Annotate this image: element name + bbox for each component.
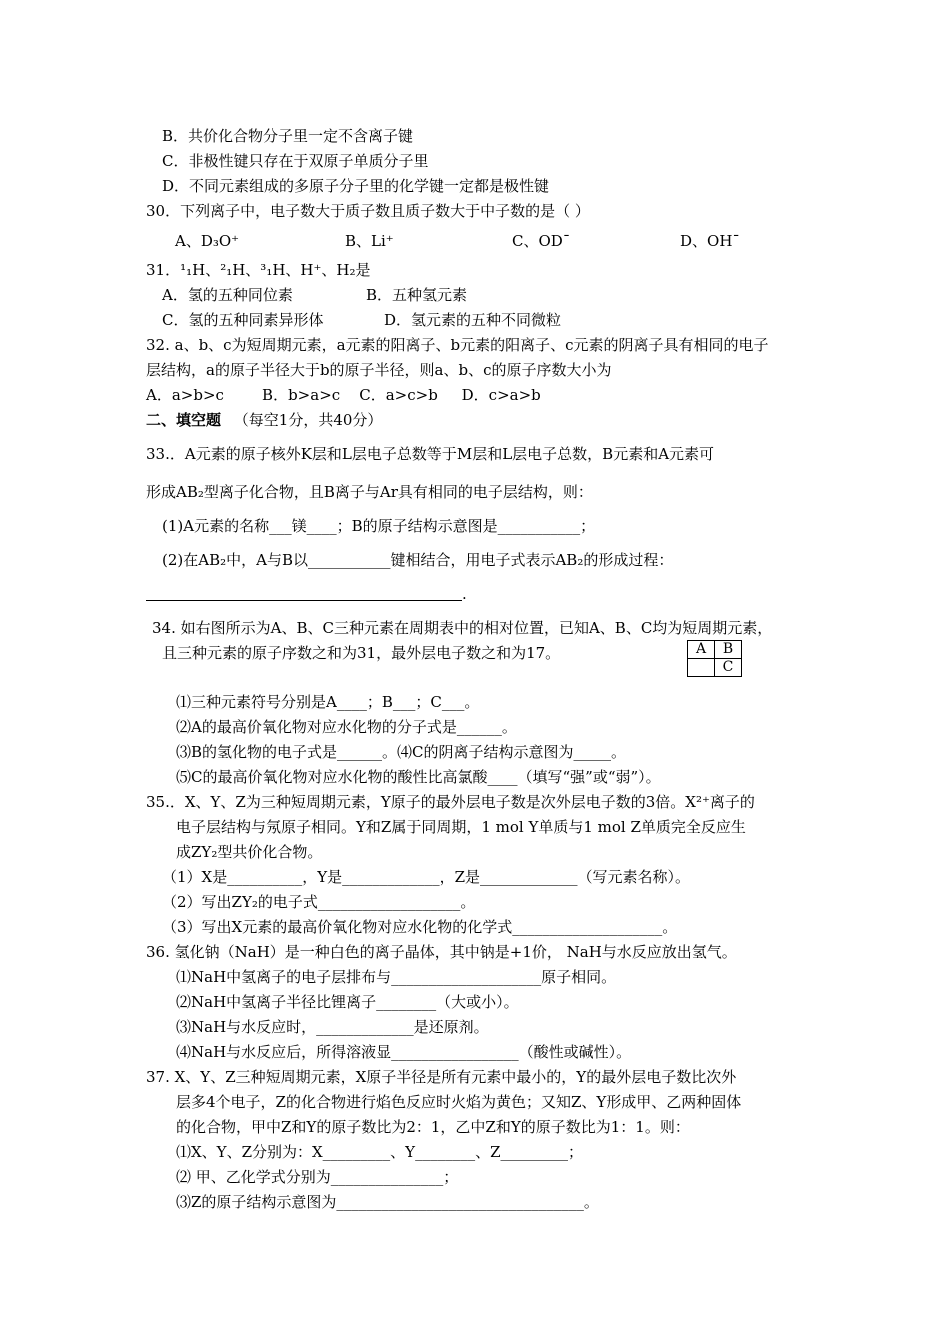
q33-sub-2: (2)在AB₂中，A与B以___________键相结合，用电子式表示AB₂的形成过程： [162, 551, 674, 569]
cell-empty [688, 659, 715, 677]
q35-line-3: 成ZY₂型共价化合物。 [176, 843, 323, 861]
q30-stem: 30．下列离子中，电子数大于质子数且质子数大于中子数的是（ ） [146, 202, 590, 220]
q33-line-1: 33.．A元素的原子核外K层和L层电子总数等于M层和L层电子总数，B元素和A元素可 [146, 445, 715, 463]
q34-sub-5: ⑸C的最高价氧化物对应水化物的酸性比高氯酸____（填写“强”或“弱”）。 [176, 768, 661, 786]
q33-end-mark: . [462, 585, 467, 603]
q31-option-a: A．氢的五种同位素 [162, 286, 293, 304]
q37-sub-2: ⑵ 甲、乙化学式分别为_______________； [176, 1168, 459, 1186]
q34-sub-1: ⑴三种元素符号分别是A____；B___；C___。 [176, 693, 480, 711]
q29-option-d: D．不同元素组成的多原子分子里的化学键一定都是极性键 [162, 177, 550, 195]
q34-sub-2: ⑵A的最高价氧化物对应水化物的分子式是______。 [176, 718, 517, 736]
q31-option-d: D．氢元素的五种不同微粒 [384, 311, 562, 329]
q29-option-b: B．共价化合物分子里一定不含离子键 [162, 127, 414, 145]
periodic-position-table [687, 640, 742, 677]
q32-line-2: 层结构，a的原子半径大于b的原子半径，则a、b、c的原子序数大小为 [146, 361, 612, 379]
q30-option-d: D、OH¯ [680, 232, 740, 250]
cell-a: A [688, 641, 715, 659]
q30-option-a: A、D₃O⁺ [175, 232, 240, 250]
q31-option-b: B．五种氢元素 [366, 286, 468, 304]
q34-line-1: 34. 如右图所示为A、B、C三种元素在周期表中的相对位置，已知A、B、C均为短周期元素， [152, 619, 773, 637]
q32-options: A．a>b>c B．b>a>c C．a>c>b D．c>a>b [146, 386, 541, 404]
q36-sub-4: ⑷NaH与水反应后，所得溶液显_________________（酸性或碱性）。 [176, 1043, 632, 1061]
q35-sub-3: （3）写出X元素的最高价氧化物对应水化物的化学式____________________。 [162, 918, 678, 936]
q37-sub-1: ⑴X、Y、Z分别为：X_________、Y________、Z_________； [176, 1143, 584, 1161]
q30-option-b: B、Li⁺ [345, 232, 394, 250]
q29-option-c: C．非极性键只存在于双原子单质分子里 [162, 152, 429, 170]
q33-line-2: 形成AB₂型离子化合物，且B离子与Ar具有相同的电子层结构，则： [146, 483, 593, 501]
cell-c: C [715, 659, 742, 677]
section-2-note: （每空1分，共40分） [233, 411, 383, 429]
q35-line-1: 35.．X、Y、Z为三种短周期元素，Y原子的最外层电子数是次外层电子数的3倍。X²⁺离子的 [146, 793, 755, 811]
q37-sub-3: ⑶Z的原子结构示意图为_________________________________。 [176, 1193, 599, 1211]
q31-stem: 31．¹₁H、²₁H、³₁H、H⁺、H₂是 [146, 261, 371, 279]
q35-line-2: 电子层结构与氖原子相同。Y和Z属于同周期，1 mol Y单质与1 mol Z单质完全反应生 [176, 818, 746, 836]
q34-sub-3: ⑶B的氢化物的电子式是______。⑷C的阴离子结构示意图为_____。 [176, 743, 627, 761]
q36-sub-3: ⑶NaH与水反应时，_____________是还原剂。 [176, 1018, 489, 1036]
q36-sub-1: ⑴NaH中氢离子的电子层排布与____________________原子相同。 [176, 968, 617, 986]
q34-line-2: 且三种元素的原子序数之和为31，最外层电子数之和为17。 [162, 644, 561, 662]
q37-line-2: 层多4个电子，Z的化合物进行焰色反应时火焰为黄色；又知Z、Y形成甲、乙两种固体 [176, 1093, 742, 1111]
q33-answer-line [146, 600, 462, 601]
q33-sub-1: (1)A元素的名称___镁____；B的原子结构示意图是___________； [162, 517, 596, 535]
q36-stem: 36. 氢化钠（NaH）是一种白色的离子晶体，其中钠是+1价， NaH与水反应放出氢气。 [146, 943, 737, 961]
q30-option-c: C、OD¯ [512, 232, 571, 250]
q35-sub-1: （1）X是__________，Y是_____________，Z是_____________（写元素名称）。 [162, 868, 691, 886]
section-2-title: 二、填空题 [146, 411, 222, 429]
q37-line-1: 37. X、Y、Z三种短周期元素，X原子半径是所有元素中最小的，Y的最外层电子数比次外 [146, 1068, 737, 1086]
q31-option-c: C．氢的五种同素异形体 [162, 311, 324, 329]
q32-line-1: 32. a、b、c为短周期元素，a元素的阳离子、b元素的阳离子、c元素的阴离子具有相同的电子 [146, 336, 769, 354]
q35-sub-2: （2）写出ZY₂的电子式___________________。 [162, 893, 476, 911]
q37-line-3: 的化合物，甲中Z和Y的原子数比为2：1，乙中Z和Y的原子数比为1：1。则： [176, 1118, 690, 1136]
cell-b: B [715, 641, 742, 659]
q36-sub-2: ⑵NaH中氢离子半径比锂离子________（大或小）。 [176, 993, 519, 1011]
